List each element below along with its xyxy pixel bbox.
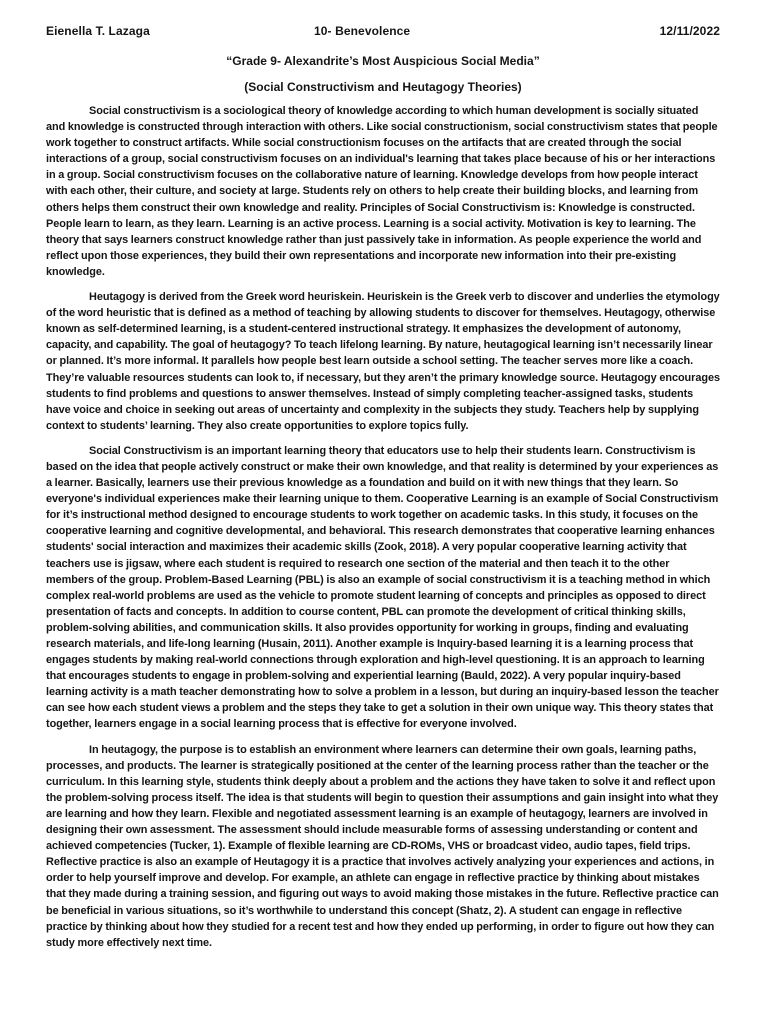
document-subtitle: (Social Constructivism and Heutagogy Theories) — [244, 80, 522, 94]
paragraph-heutagogy: Heutagogy is derived from the Greek word heuriskein. Heuriskein is the Greek verb to discover and underlies the etymology of the word heuristic that is defined as a method of teaching by allowing students to discover for themselves. Heutagogy, otherwise known as self-determined learning, is a student-centered instructional strategy. It emphasizes the development of autonomy, capacity, and capability. The goal of heutagogy? To teach lifelong learning. By nature, heutagogical learning isn’t necessarily linear or planned. It’s more informal. It parallels how people best learn outside a school setting. The teacher serves more like a coach. They’re valuable resources students can look to, if necessary, but they aren’t the primary knowledge source. Heutagogy encourages students to find problems and questions to answer themselves. Instead of simply completing teacher-assigned tasks, students have voice and choice in seeking out areas of uncertainty and complexity in the subjects they study. Teachers help by supplying context to students’ learning. They also create opportunities to explore topics fully. — [46, 291, 720, 432]
document-title: “Grade 9- Alexandrite’s Most Auspicious Social Media” — [226, 54, 540, 68]
section-name: 10- Benevolence — [314, 24, 411, 38]
paragraph-social-constructivism: Social constructivism is a sociological theory of knowledge according to which human development is socially situated and knowledge is constructed through interaction with others. Like social constructionism, social constructivism states that people work together to construct artifacts. While social constructionism focuses on the artifacts that are created through the social interactions of a group, social constructivism focuses on an individual's learning that takes place because of his or her interactions in a group. Social constructivism focuses on the collaborative nature of learning. Knowledge develops from how people interact with each other, their culture, and society at large. Students rely on others to help create their building blocks, and learning from others helps them construct their own knowledge and reality. Principles of Social Constructivism is: Knowledge is constructed. People learn to learn, as they learn. Learning is an active process. Learning is a social activity. Motivation is key to learning. The theory that says learners construct knowledge rather than just passively take in information. As people experience the world and reflect upon those experiences, they build their own representations and incorporate new information into their pre-existing knowledge. — [46, 105, 718, 278]
document-header — [46, 24, 720, 42]
paragraph-heutagogy-examples: In heutagogy, the purpose is to establish an environment where learners can determine their own goals, learning paths, processes, and products. The learner is strategically positioned at the center of the learning process rather than the teacher or the curriculum. In this learning style, students think deeply about a problem and the actions they have taken to solve it and reflect upon the problem-solving process itself. The idea is that students will begin to question their assumptions and gain insight into what they are learning and how they learn. Flexible and negotiated assessment learning is an example of heutagogy, learners are involved in designing their own assessment. The assessment should include measurable forms of assessing understanding or content and achieved competencies (Tucker, 1). Example of flexible learning are CD-ROMs, VHS or broadcast video, audio tapes, field trips. Reflective practice is also an example of Heutagogy it is a practice that involves actively analyzing your experiences and actions, in order to help yourself improve and develop. For example, an athlete can engage in reflective practice by thinking about mistakes that they made during a training session, and figuring out ways to avoid making those mistakes in the future. Reflective practice can be beneficial in various situations, so it’s worthwhile to understand this concept (Shatz, 2). A student can engage in reflective practice by thinking about how they studied for a recent test and how they ended up performing, in order to figure out how they can study more effectively next time. — [46, 743, 719, 949]
document-date: 12/11/2022 — [659, 24, 720, 38]
document-body — [46, 103, 720, 951]
document-page — [46, 24, 720, 960]
author-name: Eienella T. Lazaga — [46, 24, 150, 38]
paragraph-social-constructivism-examples: Social Constructivism is an important learning theory that educators use to help their students learn. Constructivism is based on the idea that people actively construct or make their own knowledge, and that reality is determined by your experiences as a learner. Basically, learners use their previous knowledge as a foundation and build on it with new things that they learn. So everyone's individual experiences make their learning unique to them. Cooperative Learning is an example of Social Constructivism for it’s instructional method designed to encourage students to work together on academic tasks. In this study, it focuses on the cooperative learning and cognitive developmental, and behavioral. This research demonstrates that cooperative learning enhances students' social interaction and maximizes their academic skills (Zook, 2018). A very popular cooperative learning activity that teachers use is jigsaw, where each student is required to research one section of the material and then teach it to the other members of the group. Problem-Based Learning (PBL) is also an example of social constructivism it is a teaching method in which complex real-world problems are used as the vehicle to promote student learning of concepts and principles as opposed to direct presentation of facts and concepts. In addition to course content, PBL can promote the development of critical thinking skills, problem-solving abilities, and communication skills. It also provides opportunity for working in groups, finding and evaluating research materials, and life-long learning (Husain, 2011). Another example is Inquiry-based learning it is a learning process that engages students by making real-world connections through exploration and high-level questioning. It is an approach to learning that encourages students to engage in problem-solving and experiential learning (Bauld, 2022). A very popular inquiry-based learning activity is a math teacher demonstrating how to solve a problem in a lesson, but during an inquiry-based lesson the teacher can see how each student views a problem and the steps they take to get a solution in their own unique way. This theory states that together, learners engage in a social learning process that is effective for everyone involved. — [46, 444, 719, 731]
